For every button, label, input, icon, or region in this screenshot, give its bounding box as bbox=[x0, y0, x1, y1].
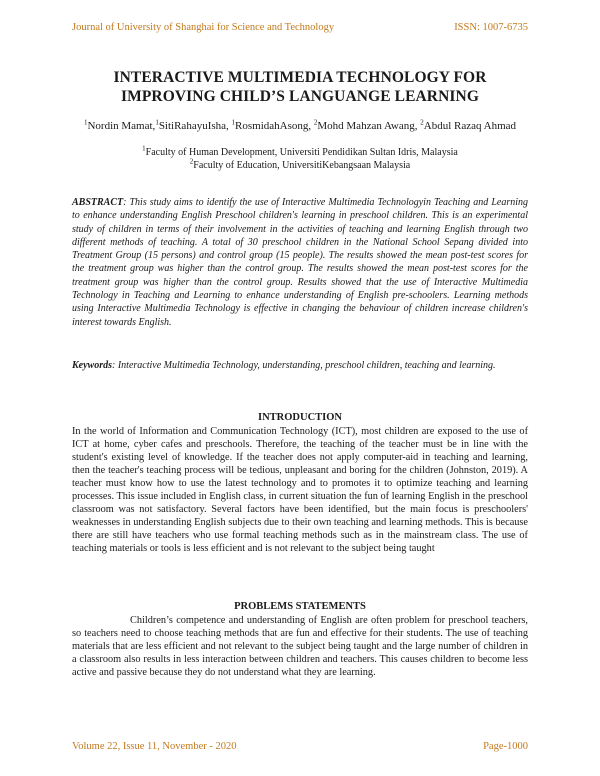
paper-title bbox=[60, 68, 540, 106]
running-header bbox=[72, 22, 528, 33]
page-number: Page-1000 bbox=[483, 741, 528, 752]
author-list bbox=[72, 120, 528, 133]
running-footer bbox=[72, 741, 528, 752]
keywords-text: : Interactive Multimedia Technology, understanding, preschool children, teaching and learning. bbox=[112, 360, 496, 371]
introduction-text: In the world of Information and Communication Technology (ICT), most children are exposed to the use of ICT at home, cyber cafes and preschools. Therefore, the teaching of the teacher must be in line with the student's existing level of knowledge. If the teacher does not apply computer-aid in teaching and learning, then the teacher's teaching process will be tedious, unpleasant and boring for the children (Johnston, 2019). A teacher must know how to use the latest technology and to promotes it to optimize teaching and learning processes. This issue included in English class, in current situation the fun of learning English in the preschool classroom was not satisfactory. Several factors have been identified, but the main focus is preschoolers' weaknesses in understanding English subjects due to their own teaching and learning methods. This is because there are still have teachers who use formal teaching methods such as in the mainstream class. The use of teaching materials or tools is less efficient and is not relevant to the subject being taught bbox=[72, 426, 528, 554]
problems-text: Children’s competence and understanding of English are often problem for preschool teachers, so teachers need to choose teaching methods that are fun and effective for their students. The use of teaching materials that are less efficient and not relevant to the subject being taught and the large number of children in a classroom also results in less interaction between children and teachers. This causes children to become less active and passive because they do not understand what they are learning. bbox=[72, 615, 528, 678]
affiliation-2 bbox=[72, 157, 528, 172]
abstract-label: ABSTRACT bbox=[72, 197, 124, 208]
affil-text: Faculty of Education, UniversitiKebangsaan Malaysia bbox=[193, 160, 411, 171]
author-affil-mark: 2 bbox=[420, 118, 424, 127]
author-affil-mark: 2 bbox=[313, 118, 318, 127]
problems-heading: PROBLEMS STATEMENTS bbox=[234, 601, 366, 612]
author-name: SitiRahayuIsha, bbox=[158, 120, 232, 132]
author-affil-mark: 1 bbox=[155, 118, 159, 127]
abstract-text: : This study aims to identify the use of Interactive Multimedia Technologyin Teaching and Learning to enhance understanding English Preschool children's learning in preschool children. This is an experimental study of children in terms of their involvement in the activities of teaching and learning English through two different methods of teaching. A total of 30 preschool children in the National School Sepang divided into Treatment Group (15 persons) and control group (15 people). The results showed the mean post-test scores for the treatment group was higher than the control group. The results showed the mean post-test scores for the treatment group was higher than the control group. Results showed that the use of Interactive Multimedia Technology in Teaching and Learning to enhance understanding of English pre-schoolers. Learning methods using Interactive Multimedia Technology is effective in changing the behaviour of children increase children's interest towards English. bbox=[72, 197, 528, 328]
title-line-2: IMPROVING CHILD’S LANGUANGE LEARNING bbox=[121, 88, 479, 105]
affil-mark: 2 bbox=[189, 157, 194, 166]
journal-name: Journal of University of Shanghai for Science and Technology bbox=[72, 22, 335, 33]
author-affil-mark: 1 bbox=[83, 118, 88, 127]
author-name: Nordin Mamat, bbox=[87, 120, 156, 132]
author-affil-mark: 1 bbox=[231, 118, 236, 127]
author-name: RosmidahAsong, bbox=[235, 120, 314, 132]
keywords-label: Keywords bbox=[72, 360, 112, 371]
affil-text: Faculty of Human Development, Universiti Pendidikan Sultan Idris, Malaysia bbox=[145, 147, 458, 158]
issn: ISSN: 1007-6735 bbox=[454, 22, 528, 33]
title-line-1: INTERACTIVE MULTIMEDIA TECHNOLOGY FOR bbox=[113, 69, 487, 86]
introduction-heading: INTRODUCTION bbox=[257, 412, 342, 423]
abstract bbox=[72, 196, 528, 329]
author-name: Abdul Razaq Ahmad bbox=[423, 120, 517, 132]
keywords bbox=[72, 359, 528, 372]
volume-info: Volume 22, Issue 11, November - 2020 bbox=[72, 741, 237, 752]
affiliation-1 bbox=[72, 144, 528, 159]
affil-mark: 1 bbox=[142, 144, 146, 153]
author-name: Mohd Mahzan Awang, bbox=[317, 120, 421, 132]
